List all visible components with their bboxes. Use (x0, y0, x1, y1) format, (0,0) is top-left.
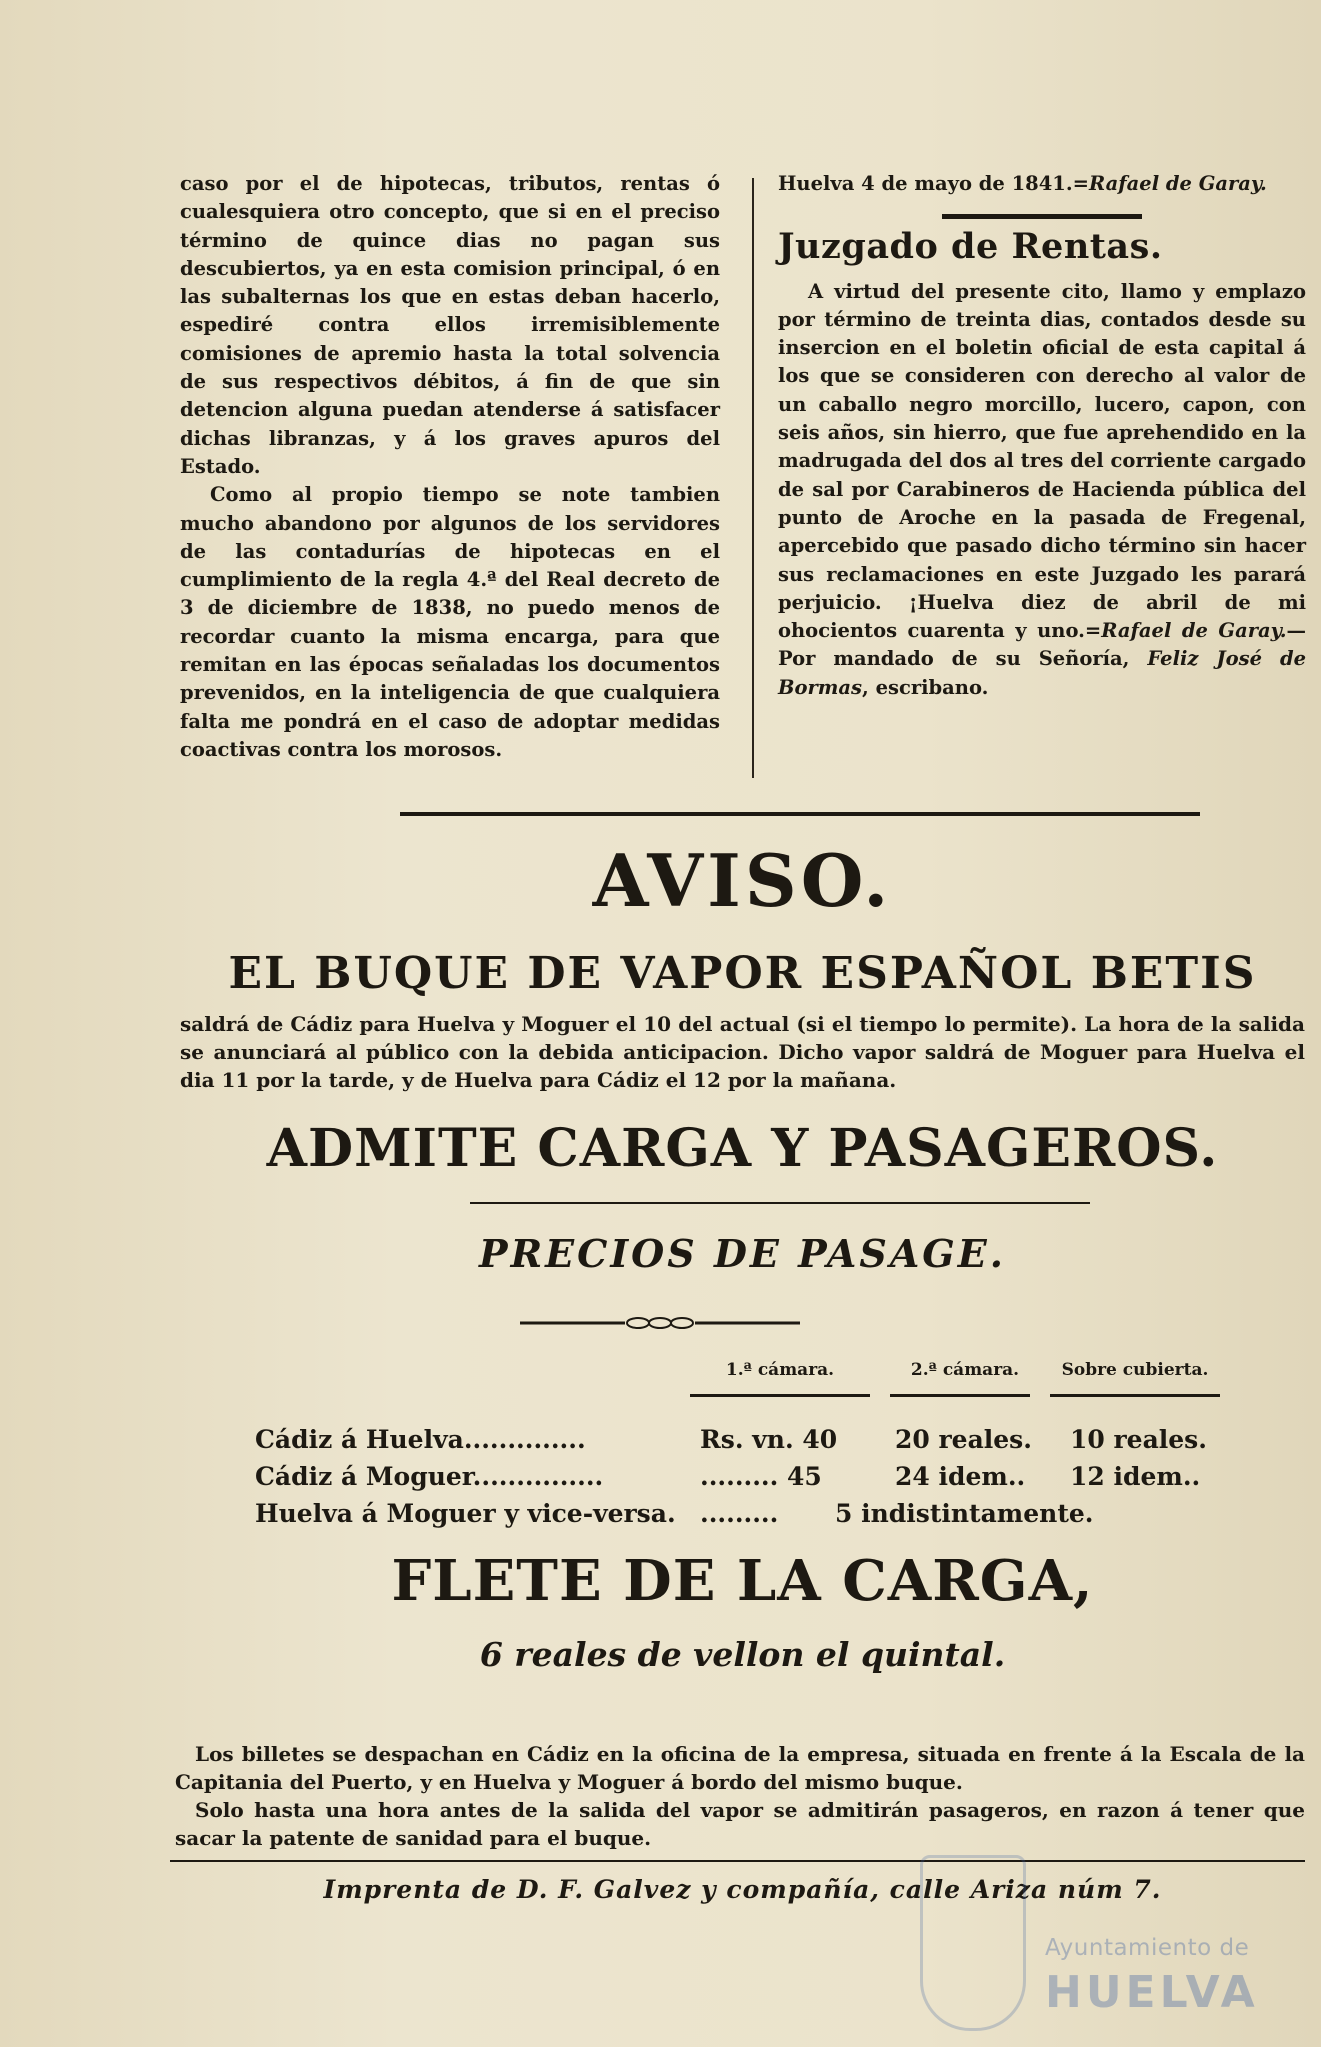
route-cell (255, 1499, 676, 1528)
header-rule-3 (1050, 1394, 1220, 1397)
second-class-cell: 20 reales. (895, 1425, 1032, 1454)
closing-end: , escribano. (862, 675, 989, 699)
left-paragraph-1: caso por el de hipotecas, tributos, rentas ó cualesquiera otro concepto, que si en el preciso término de quince dias no pagan sus descubiertos, ya en esta comision principal, ó en las subalternas los que en estas deban hacerlo, espediré contra ellos irremisiblemente comisiones de apremio hasta la total solvencia de sus respectivos débitos, á fin de que sin detencion alguna puedan atenderse á satisfacer dichas libranzas, y á los graves apuros del Estado. (180, 172, 720, 478)
freight-price: 6 reales de vellon el quintal. (479, 1635, 1006, 1674)
header-first-class: 1.ª cámara. (725, 1360, 835, 1380)
first-class-cell: ......... 45 (700, 1462, 822, 1491)
section-rule (942, 214, 1142, 219)
second-class-cell: 5 indistintamente. (835, 1499, 1094, 1528)
route-leader: .............. (463, 1425, 586, 1454)
header-deck: Sobre cubierta. (1061, 1360, 1209, 1380)
deck-cell: 12 idem.. (1070, 1462, 1201, 1491)
header-second-class: 2.ª cámara. (910, 1360, 1020, 1380)
cargo-heading: ADMITE CARGA Y PASAGEROS. (266, 1118, 1219, 1179)
printer-line: Imprenta de D. F. Galvez y compañía, calle Ariza núm 7. (323, 1875, 1162, 1904)
freight-heading: FLETE DE LA CARGA, (391, 1548, 1094, 1614)
ship-description: saldrá de Cádiz para Huelva y Moguer el 10 del actual (si el tiempo lo permite). La hora de la salida se anunciará al público con la debida anticipacion. Dicho vapor saldrá de Moguer para Huelva el dia 11 por la tarde, y de Huelva para Cádiz el 12 por la mañana. (180, 1012, 1305, 1092)
left-paragraph-2: Como al propio tiempo se note tambien mucho abandono por algunos de los servidores de las contadurías de hipotecas en el cumplimiento de la regla 4.ª del Real decreto de 3 de diciembre de 1838, no puedo menos de recordar cuanto la misma encarga, para que remitan en las épocas señaladas los documentos prevenidos, en la inteligencia de que cualquiera falta me pondrá en el caso de adoptar medidas coactivas contra los morosos. (180, 483, 720, 761)
deck-cell: 10 reales. (1070, 1425, 1207, 1454)
signature-bormas: Feliz José de Bormas (778, 647, 1306, 699)
second-class-cell: 24 idem.. (895, 1462, 1026, 1491)
coat-of-arms-icon (920, 1855, 1026, 2031)
tickets-paragraph: Los billetes se despachan en Cádiz en la oficina de la empresa, situada en frente á la Escala de la Capitania del Puerto, y en Huelva y Moguer á bordo del mismo buque. (175, 1742, 1305, 1794)
route-cell (255, 1462, 603, 1491)
aviso-title: AVISO. (592, 838, 893, 923)
header-rule-2 (890, 1394, 1030, 1397)
left-column (180, 170, 720, 764)
date-text: Huelva 4 de mayo de 1841.= (778, 172, 1089, 195)
separator-rule-right (750, 812, 1200, 816)
header-rule-1 (690, 1394, 870, 1397)
date-line (778, 170, 1306, 198)
signature-garay-1: Rafael de Garay. (1088, 172, 1267, 195)
first-class-cell: Rs. vn. 40 (700, 1425, 838, 1454)
prices-heading: PRECIOS DE PASAGE. (479, 1231, 1006, 1276)
boarding-paragraph: Solo hasta una hora antes de la salida del vapor se admitirán pasageros, en razon á tener que sacar la patente de sanidad para el buque. (175, 1798, 1305, 1850)
cargo-rule-right (770, 1202, 1090, 1204)
column-divider (752, 178, 754, 778)
ship-heading: EL BUQUE DE VAPOR ESPAÑOL BETIS (228, 948, 1257, 999)
route-leader: ............... (472, 1462, 604, 1491)
right-column (778, 170, 1306, 702)
watermark (1045, 1935, 1275, 2018)
closing-mid: — Por mandado de su Señoría, (778, 619, 1306, 671)
ornament-divider (520, 1313, 800, 1333)
watermark-line-2: HUELVA (1045, 1967, 1259, 2018)
route-cell (255, 1425, 586, 1454)
watermark-line-1: Ayuntamiento de (1045, 1935, 1250, 1961)
signature-garay-2: Rafael de Garay. (1101, 619, 1287, 643)
route-text: Cádiz á Huelva (255, 1425, 464, 1454)
first-class-cell: ......... (700, 1499, 779, 1528)
footer-rule (170, 1860, 1305, 1862)
juzgado-text: A virtud del presente cito, llamo y emplazo por término de treinta dias, contados desde su insercion en el boletin oficial de esta capital á los que se consideren con derecho al valor de un caballo negro morcillo, lucero, capon, con seis años, sin hierro, que fue aprehendido en la madrugada del dos al tres del corriente cargado de sal por Carabineros de Hacienda pública del punto de Aroche en la pasada de Fregenal, apercebido que pasado dicho término sin hacer sus reclamaciones en este Juzgado les parará perjuicio. ¡Huelva diez de abril de mi ohocientos cuarenta y uno.= (778, 279, 1306, 643)
juzgado-body (778, 278, 1306, 702)
separator-rule-left (400, 812, 750, 816)
cargo-rule-left (470, 1202, 770, 1204)
tickets-notice (175, 1740, 1305, 1852)
section-title: Juzgado de Rentas. (778, 226, 1163, 268)
route-text: Huelva á Moguer y vice-versa. (255, 1499, 676, 1528)
route-text: Cádiz á Moguer (255, 1462, 473, 1491)
